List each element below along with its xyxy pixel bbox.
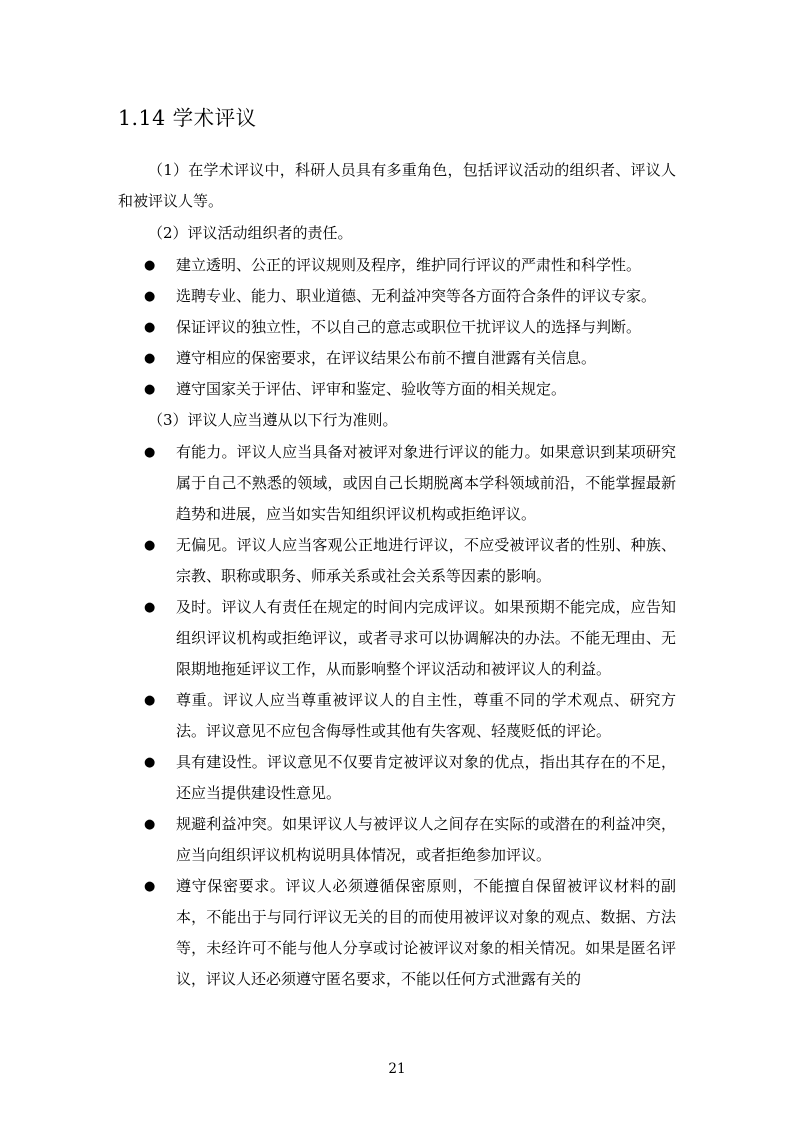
bullet-dot-icon: ●	[144, 444, 156, 460]
list-item-text: 遵守国家关于评估、评审和鉴定、验收等方面的相关规定。	[176, 379, 567, 398]
list-item	[118, 685, 676, 747]
list-item	[118, 437, 676, 530]
bullet-dot-icon: ●	[144, 381, 156, 397]
list-item-text: 尊重。评议人应当尊重被评议人的自主性，尊重不同的学术观点、研究方法。评议意见不应包含侮辱性或其他有失客观、轻蔑贬低的评论。	[176, 690, 676, 740]
page-number: 21	[388, 1061, 406, 1077]
list-item-text: 遵守相应的保密要求，在评议结果公布前不擅自泄露有关信息。	[176, 348, 597, 367]
list-item	[118, 592, 676, 685]
list-item	[118, 343, 676, 374]
list-item	[118, 871, 676, 995]
list-item	[118, 374, 676, 405]
list-item	[118, 250, 676, 281]
list-item-text: 选聘专业、能力、职业道德、无利益冲突等各方面符合条件的评议专家。	[176, 286, 657, 305]
list-item-text: 及时。评议人有责任在规定的时间内完成评议。如果预期不能完成，应告知组织评议机构或拒绝评议，或者寻求可以协调解决的办法。不能无理由、无限期地拖延评议工作，从而影响整个评议活动和被评议人的利益。	[176, 597, 676, 678]
list-item	[118, 281, 676, 312]
bullet-dot-icon: ●	[144, 878, 156, 894]
bullet-dot-icon: ●	[144, 599, 156, 615]
list-item-text: 规避利益冲突。如果评议人与被评议人之间存在实际的或潜在的利益冲突，应当向组织评议机构说明具体情况，或者拒绝参加评议。	[176, 814, 676, 864]
list-item-text: 有能力。评议人应当具备对被评对象进行评议的能力。如果意识到某项研究属于自己不熟悉的领域，或因自己长期脱离本学科领域前沿，不能掌握最新趋势和进展，应当如实告知组织评议机构或拒绝评议。	[176, 442, 676, 523]
organizer-responsibility-list	[118, 250, 676, 405]
list-item-text: 无偏见。评议人应当客观公正地进行评议，不应受被评议者的性别、种族、宗教、职称或职务、师承关系或社会关系等因素的影响。	[176, 535, 676, 585]
bullet-dot-icon: ●	[144, 692, 156, 708]
bullet-dot-icon: ●	[144, 319, 156, 335]
list-item-text: 具有建设性。评议意见不仅要肯定被评议对象的优点，指出其存在的不足，还应当提供建设性意见。	[176, 752, 676, 802]
bullet-dot-icon: ●	[144, 288, 156, 304]
bullet-dot-icon: ●	[144, 350, 156, 366]
page-title: 1.14 学术评议	[118, 106, 257, 130]
list-item	[118, 809, 676, 871]
bullet-dot-icon: ●	[144, 816, 156, 832]
list-item	[118, 312, 676, 343]
list-item-text: 建立透明、公正的评议规则及程序，维护同行评议的严肃性和科学性。	[176, 255, 642, 274]
paragraph-3: （3）评议人应当遵从以下行为准则。	[148, 410, 398, 429]
paragraph-2: （2）评议活动组织者的责任。	[148, 223, 353, 242]
reviewer-conduct-list	[118, 437, 676, 995]
list-item	[118, 747, 676, 809]
list-item	[118, 530, 676, 592]
bullet-dot-icon: ●	[144, 537, 156, 553]
list-item-text: 遵守保密要求。评议人必须遵循保密原则，不能擅自保留被评议材料的副本，不能出于与同行评议无关的目的而使用被评议对象的观点、数据、方法等，未经许可不能与他人分享或讨论被评议对象的相关情况。如果是匿名评议，评议人还必须遵守匿名要求，不能以任何方式泄露有关的	[176, 876, 676, 988]
paragraph-1: （1）在学术评议中，科研人员具有多重角色，包括评议活动的组织者、评议人和被评议人等。	[118, 160, 676, 210]
bullet-dot-icon: ●	[144, 754, 156, 770]
bullet-dot-icon: ●	[144, 257, 156, 273]
list-item-text: 保证评议的独立性，不以自己的意志或职位干扰评议人的选择与判断。	[176, 317, 642, 336]
